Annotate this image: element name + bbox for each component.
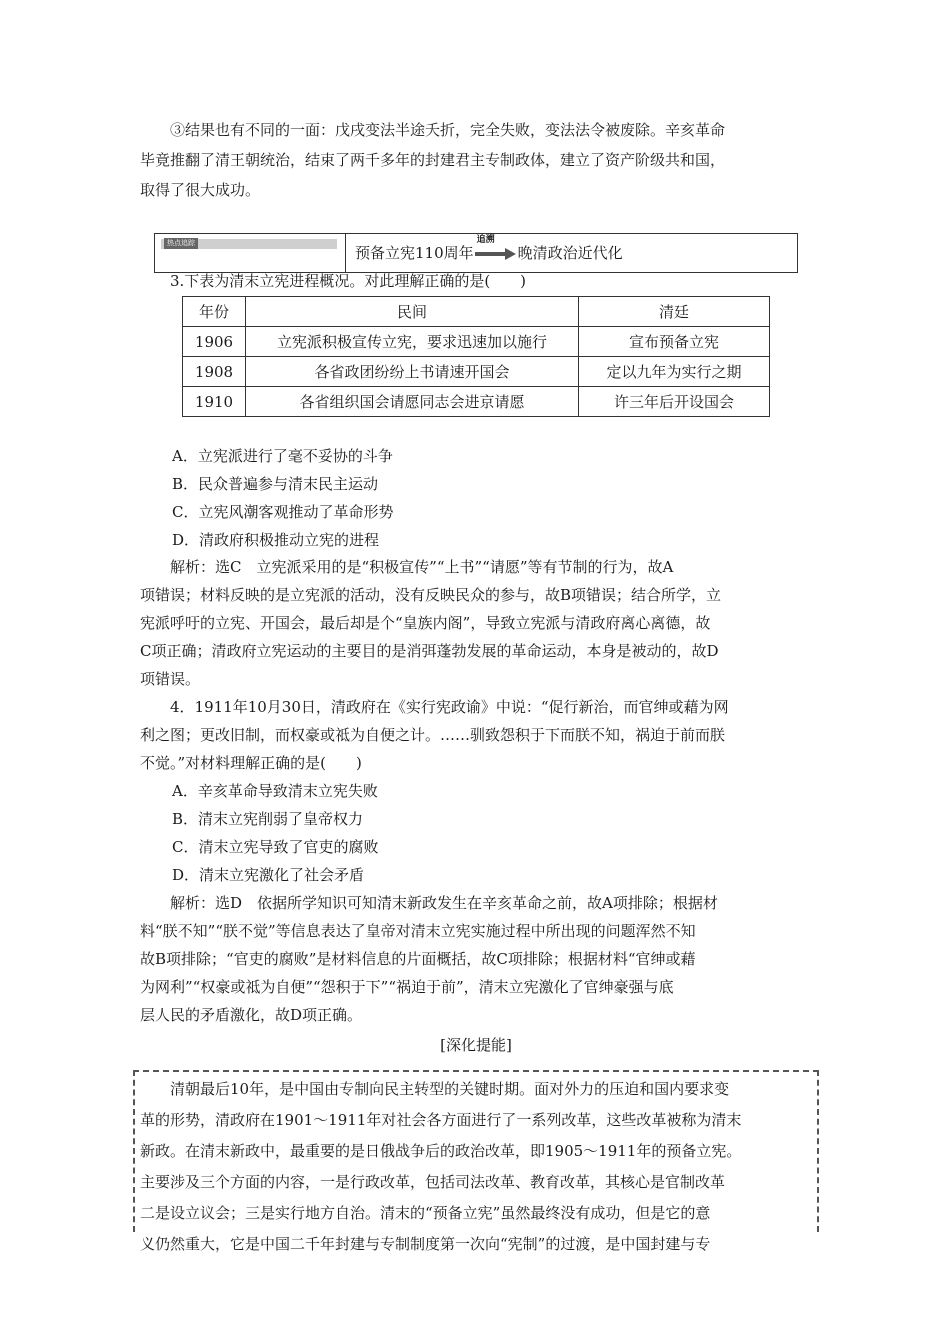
q4-analysis-1: 解析：选D 依据所学知识可知清末新政发生在辛亥革命之前，故A项排除；根据材 [170,894,718,912]
banner-tag: 热点追踪 [164,238,198,249]
q4-analysis-2: 料“朕不知”“朕不觉”等信息表达了皇帝对清末立宪实施过程中所出现的问题浑然不知 [140,922,696,940]
table-row [183,387,770,417]
deepening-line-5: 二是设立议会；三是实行地方自治。清末的“预备立宪”虽然最终没有成功，但是它的意 [140,1204,711,1222]
table-header: 年份 [183,297,246,327]
table-cell: 各省政团纷纷上书请速开国会 [246,357,579,387]
intro-line-2: 毕竟推翻了清王朝统治，结束了两千多年的封建君主专制政体，建立了资产阶级共和国， [140,151,726,169]
deepening-line-4: 主要涉及三个方面的内容，一是行政改革，包括司法改革、教育改革，其核心是官制改革 [140,1173,726,1191]
banner-text-before: 预备立宪110周年 [355,244,474,262]
q4-analysis-5: 层人民的矛盾激化，故D项正确。 [140,1006,363,1024]
q4-option-d: D．清末立宪激化了社会矛盾 [172,866,365,884]
q3-analysis-5: 项错误。 [140,670,201,688]
table-cell: 许三年后开设国会 [579,387,770,417]
banner-title [355,235,623,268]
table-cell: 1910 [183,387,246,417]
deepening-title: [深化提能] [440,1036,512,1054]
q3-option-b: B．民众普遍参与清末民主运动 [172,475,379,493]
q4-stem-1: 4．1911年10月30日，清政府在《实行宪政谕》中说：“促行新治，而官绅或藉为网 [170,698,729,716]
q3-option-d: D．清政府积极推动立宪的进程 [172,531,380,549]
intro-line-3: 取得了很大成功。 [140,181,261,199]
right-arrow-icon [475,235,517,261]
q4-analysis-3: 故B项排除；“官吏的腐败”是材料信息的片面概括，故C项排除；根据材料“官绅或藉 [140,950,696,968]
banner-text-after: 晚清政治近代化 [517,244,623,262]
q3-option-a: A．立宪派进行了毫不妥协的斗争 [172,447,393,465]
table-header: 民间 [246,297,579,327]
table-cell: 1906 [183,327,246,357]
table-header-row [183,297,770,327]
table-cell: 立宪派积极宣传立宪，要求迅速加以施行 [246,327,579,357]
deepening-line-3: 新政。在清末新政中，最重要的是日俄战争后的政治改革，即1905～1911年的预备立宪。 [140,1142,742,1160]
q3-stem: 3.下表为清末立宪进程概况。对此理解正确的是( ) [170,272,527,290]
table-header: 清廷 [579,297,770,327]
arrow-label: 追溯 [476,235,495,245]
q3-analysis-2: 项错误；材料反映的是立宪派的活动，没有反映民众的参与，故B项错误；结合所学，立 [140,586,722,604]
deepening-line-6: 义仍然重大，它是中国二千年封建与专制制度第一次向“宪制”的过渡，是中国封建与专 [140,1235,711,1253]
q4-stem-2: 利之图；更改旧制，而权豪或祗为自便之计。……驯致怨积于下而朕不知，祸迫于前而朕 [140,726,726,744]
q3-analysis-4: C项正确；清政府立宪运动的主要目的是消弭蓬勃发展的革命运动，本身是被动的，故D [140,642,719,660]
q3-analysis-1: 解析：选C 立宪派采用的是“积极宣传”“上书”“请愿”等有节制的行为，故A [170,558,674,576]
q4-option-c: C．清末立宪导致了官吏的腐败 [172,838,379,856]
table-row [183,357,770,387]
q3-option-c: C．立宪风潮客观推动了革命形势 [172,503,394,521]
table-row [183,327,770,357]
deepening-line-1: 清朝最后10年，是中国由专制向民主转型的关键时期。面对外力的压迫和国内要求变 [170,1080,730,1098]
table-cell: 宣布预备立宪 [579,327,770,357]
q3-analysis-3: 宪派呼吁的立宪、开国会，最后却是个“皇族内阁”，导致立宪派与清政府离心离德，故 [140,614,711,632]
q4-option-a: A．辛亥革命导致清末立宪失败 [172,782,378,800]
q4-option-b: B．清末立宪削弱了皇帝权力 [172,810,364,828]
q4-analysis-4: 为网利”“权豪或祗为自便”“怨积于下”“祸迫于前”，清末立宪激化了官绅豪强与底 [140,978,674,996]
table-cell: 定以九年为实行之期 [579,357,770,387]
banner-tag-bar [161,239,337,249]
table-cell: 各省组织国会请愿同志会进京请愿 [246,387,579,417]
q3-table [182,296,770,417]
q4-stem-3: 不觉。”对材料理解正确的是( ) [140,754,362,772]
deepening-line-2: 革的形势，清政府在1901～1911年对社会各方面进行了一系列改革，这些改革被称为清末 [140,1111,742,1129]
table-cell: 1908 [183,357,246,387]
intro-line-1: ③结果也有不同的一面：戊戌变法半途夭折，完全失败，变法法令被废除。辛亥革命 [170,121,726,139]
